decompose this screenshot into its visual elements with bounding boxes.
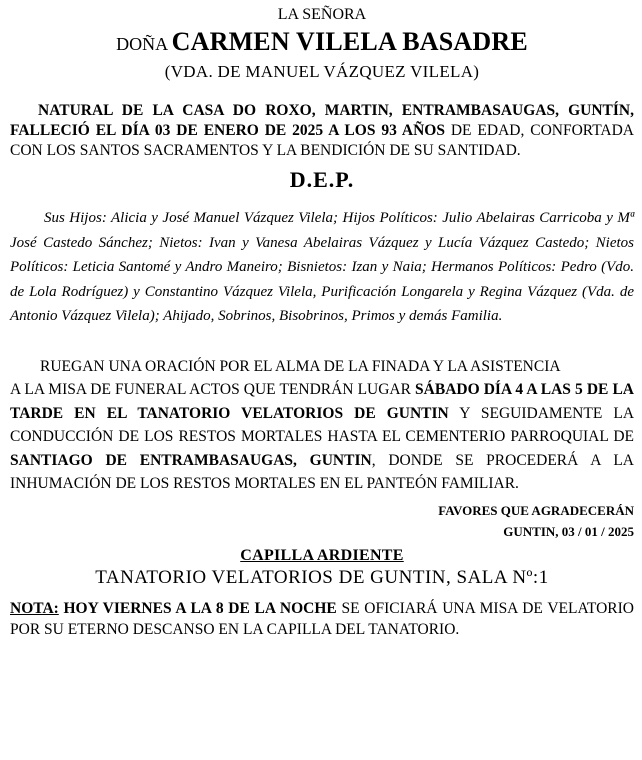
ruegan-line1: RUEGAN UNA ORACIÓN POR EL ALMA DE LA FINADA Y LA ASISTENCIA xyxy=(40,357,561,375)
ruegan-paragraph xyxy=(10,355,634,497)
nota-label: NOTA: xyxy=(10,600,59,618)
deceased-name: CARMEN VILELA BASADRE xyxy=(171,27,528,56)
widow-of-line: (VDA. DE MANUEL VÁZQUEZ VILELA) xyxy=(164,62,480,81)
nota-bold: HOY VIERNES A LA 8 DE LA NOCHE xyxy=(58,600,337,618)
place-date-line: GUNTIN, 03 / 01 / 2025 xyxy=(503,524,634,540)
la-senora-heading: LA SEÑORA xyxy=(277,6,367,23)
nota-paragraph xyxy=(10,598,634,640)
favores-line: FAVORES QUE AGRADECERÁN xyxy=(438,503,634,519)
natural-bold-text: NATURAL DE LA CASA DO ROXO, MARTIN, ENTRAMBASAUGAS, GUNTÍN, FALLECIÓ EL DÍA 03 DE ENERO DE 2025 A LOS 93 AÑOS xyxy=(10,102,634,139)
natural-rest-text: DE EDAD, CONFORTADA CON LOS SANTOS SACRAMENTOS Y LA BENDICIÓN DE SU SANTIDAD. xyxy=(10,122,635,159)
capilla-heading: CAPILLA ARDIENTE xyxy=(240,547,404,565)
ruegan-place: SANTIAGO DE ENTRAMBASAUGAS, GUNTIN xyxy=(10,451,372,469)
natural-paragraph xyxy=(10,101,634,161)
family-paragraph: Sus Hijos: Alicia y José Manuel Vázquez Vilela; Hijos Políticos: Julio Abelairas Carricoba y Mª José Castedo Sánchez; Nietos: Ivan y Vanesa Abelairas Vázquez y Lucía Vázquez Castedo; Nietos Políticos: Leticia Santomé y Andro Maneiro; Bisnietos: Izan y Naia; Hermanos Políticos: Pedro (Vdo. de Lola Rodríguez) y Constantino Vázquez Vilela, Purificación Longarela y Regina Vázquez (Vda. de Antonio Vázquez Vilela); Ahijado, Sobrinos, Bisobrinos, Primos y demás Familia. xyxy=(10,210,634,324)
nota-rest: SE OFICIARÁ UNA MISA DE VELATORIO POR SU ETERNO DESCANSO EN LA CAPILLA DEL TANATORIO. xyxy=(10,600,634,639)
ruegan-part4: , DONDE SE PROCEDERÁ A LA INHUMACIÓN DE LOS RESTOS MORTALES EN EL PANTEÓN FAMILIAR. xyxy=(10,451,634,493)
ruegan-part2: A LA MISA DE FUNERAL ACTOS QUE TENDRÁN LUGAR xyxy=(10,381,416,399)
favores-block xyxy=(10,500,634,542)
capilla-place: TANATORIO VELATORIOS DE GUNTIN, SALA Nº:1 xyxy=(95,567,549,589)
ruegan-time: SÁBADO DÍA 4 A LAS 5 DE LA TARDE EN EL TANATORIO VELATORIOS DE GUNTIN xyxy=(10,381,634,422)
ruegan-part3: Y SEGUIDAMENTE LA CONDUCCIÓN DE LOS RESTOS MORTALES HASTA EL CEMENTERIO PARROQUIAL DE xyxy=(10,404,635,446)
dona-title: DOÑA xyxy=(116,34,168,54)
dep-heading: D.E.P. xyxy=(289,167,355,192)
deceased-name-line xyxy=(10,25,634,61)
ruegan-body xyxy=(10,378,634,496)
obituary-page xyxy=(0,5,642,760)
